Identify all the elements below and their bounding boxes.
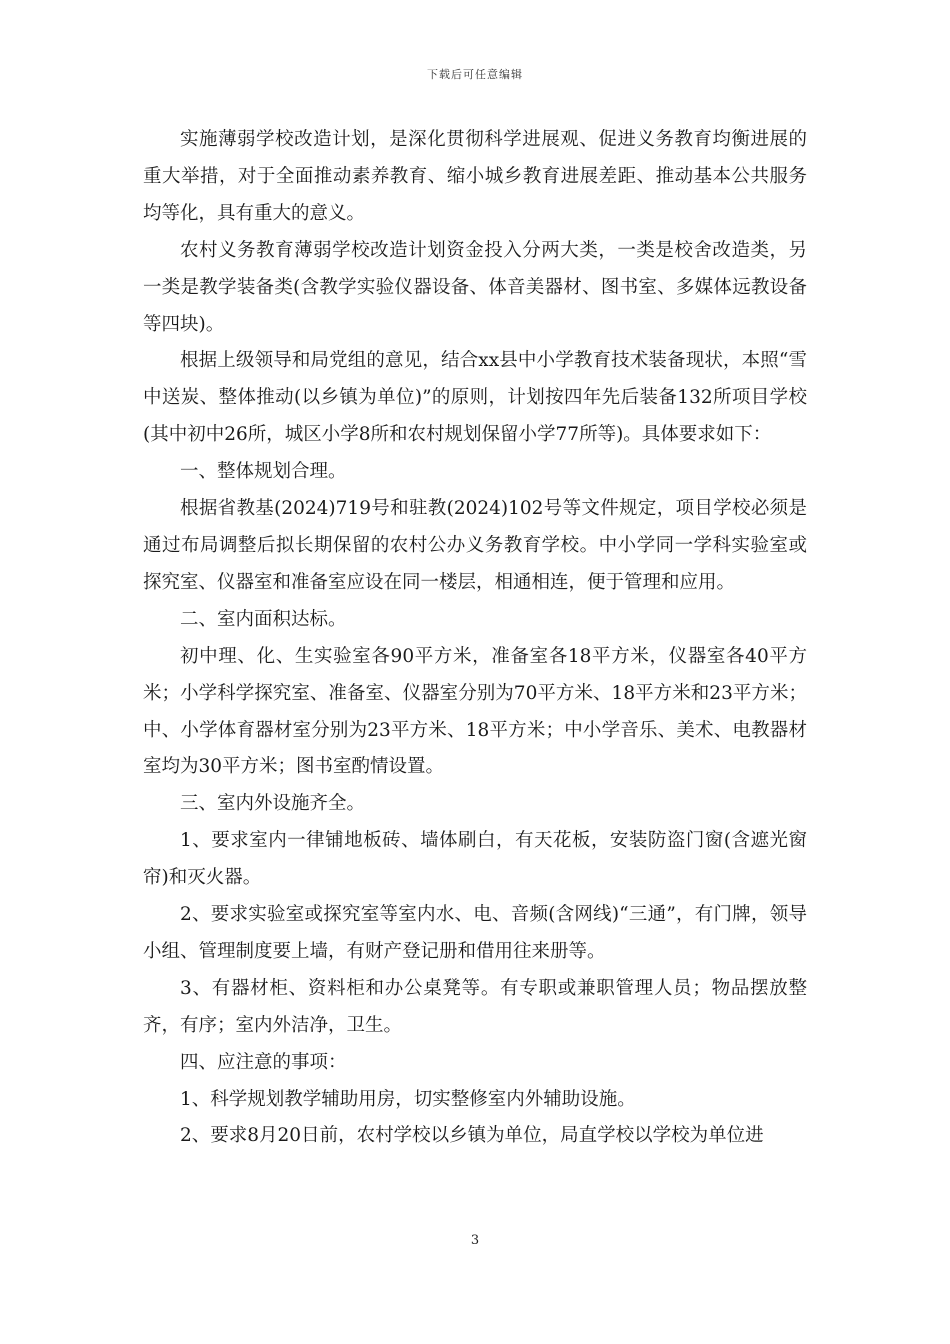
page-number: 3 — [470, 1233, 480, 1248]
document-body — [143, 122, 807, 1155]
paragraph: 实施薄弱学校改造计划，是深化贯彻科学进展观、促进义务教育均衡进展的重大举措，对于全面推动素养教育、缩小城乡教育进展差距、推动基本公共服务均等化，具有重大的意义。 — [143, 129, 807, 224]
page-header: 下载后可任意编辑 — [427, 68, 523, 81]
list-item: 2、要求实验室或探究室等室内水、电、音频(含网线)“三通”，有门牌，领导小组、管理制度要上墙，有财产登记册和借用往来册等。 — [143, 904, 807, 962]
list-item: 2、要求8月20日前，农村学校以乡镇为单位，局直学校以学校为单位进 — [180, 1125, 764, 1147]
section-heading: 一、整体规划合理。 — [180, 461, 347, 483]
list-item: 1、要求室内一律铺地板砖、墙体刷白，有天花板，安装防盗门窗(含遮光窗帘)和灭火器。 — [143, 830, 807, 889]
list-item: 1、科学规划教学辅助用房，切实整修室内外辅助设施。 — [180, 1088, 636, 1110]
section-heading: 四、应注意的事项： — [180, 1051, 347, 1073]
paragraph: 根据省教基(2024)719号和驻教(2024)102号等文件规定，项目学校必须是通过布局调整后拟长期保留的农村公办义务教育学校。中小学同一学科实验室或探究室、仪器室和准备室应设在同一楼层，相通相连，便于管理和应用。 — [143, 498, 807, 593]
paragraph: 农村义务教育薄弱学校改造计划资金投入分两大类，一类是校舍改造类，另一类是教学装备类(含教学实验仪器设备、体音美器材、图书室、多媒体远教设备等四块)。 — [143, 239, 807, 335]
list-item: 3、有器材柜、资料柜和办公桌凳等。有专职或兼职管理人员；物品摆放整齐，有序；室内外洁净，卫生。 — [143, 977, 807, 1036]
paragraph: 根据上级领导和局党组的意见，结合xx县中小学教育技术装备现状，本照“雪中送炭、整体推动(以乡镇为单位)”的原则，计划按四年先后装备132所项目学校(其中初中26所，城区小学8所和农村规划保留小学77所等)。具体要求如下： — [143, 350, 807, 446]
paragraph: 初中理、化、生实验室各90平方米，准备室各18平方米，仪器室各40平方米；小学科学探究室、准备室、仪器室分别为70平方米、18平方米和23平方米；中、小学体育器材室分别为23平方米、18平方米；中小学音乐、美术、电教器材室均为30平方米；图书室酌情设置。 — [143, 645, 807, 778]
section-heading: 二、室内面积达标。 — [180, 608, 347, 630]
section-heading: 三、室内外设施齐全。 — [180, 793, 366, 815]
